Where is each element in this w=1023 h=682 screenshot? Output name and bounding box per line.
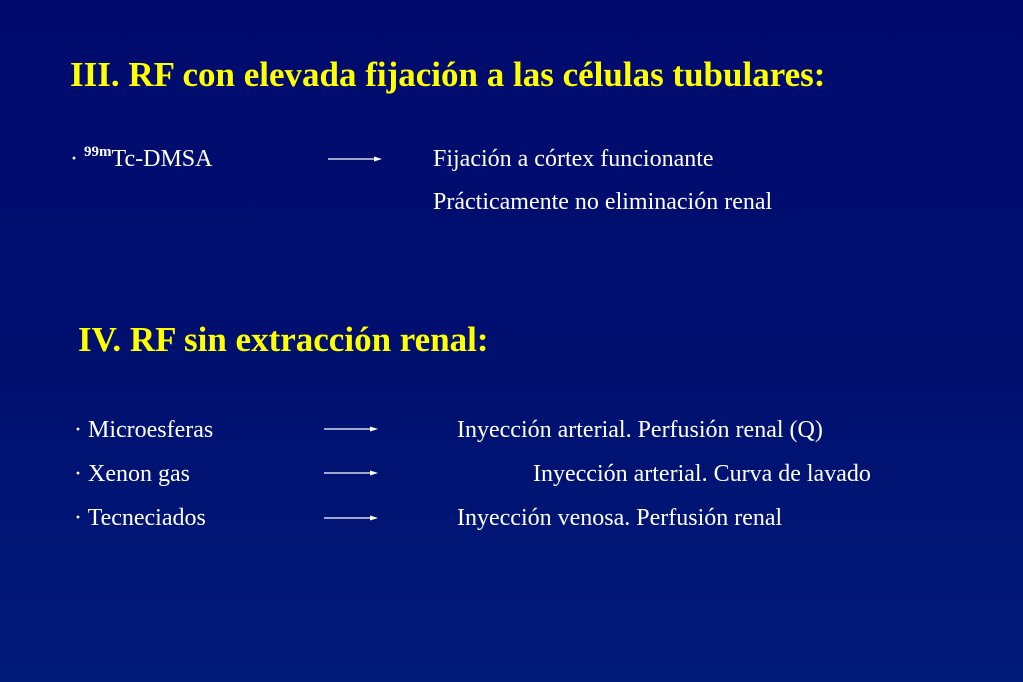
bullet: · <box>74 417 82 443</box>
bullet: · <box>74 461 82 487</box>
bullet: · <box>74 505 82 531</box>
tecneciados-item <box>74 505 206 532</box>
item-description: Inyección arterial. Curva de lavado <box>533 461 871 487</box>
item-name: Xenon gas <box>88 461 190 487</box>
microesferas-item <box>74 417 213 444</box>
dmsa-item <box>70 146 212 173</box>
item-name: Microesferas <box>88 417 214 443</box>
isotope-superscript: 99m <box>84 144 112 160</box>
right-arrow-icon <box>324 424 378 434</box>
section-3-heading: III. RF con elevada fijación a las células tubulares: <box>70 55 826 94</box>
dmsa-description-line-2: Prácticamente no eliminación renal <box>433 189 773 215</box>
item-name: Tecneciados <box>87 505 206 531</box>
dmsa-name: Tc-DMSA <box>111 146 213 172</box>
bullet: · <box>70 146 78 172</box>
xenon-item <box>74 461 190 488</box>
right-arrow-icon <box>328 154 382 164</box>
right-arrow-icon <box>324 468 378 478</box>
dmsa-description-line-1: Fijación a córtex funcionante <box>433 146 714 172</box>
item-description: Inyección venosa. Perfusión renal <box>457 505 783 531</box>
section-4-heading: IV. RF sin extracción renal: <box>78 320 489 359</box>
right-arrow-icon <box>324 513 378 523</box>
item-description: Inyección arterial. Perfusión renal (Q) <box>457 417 823 443</box>
